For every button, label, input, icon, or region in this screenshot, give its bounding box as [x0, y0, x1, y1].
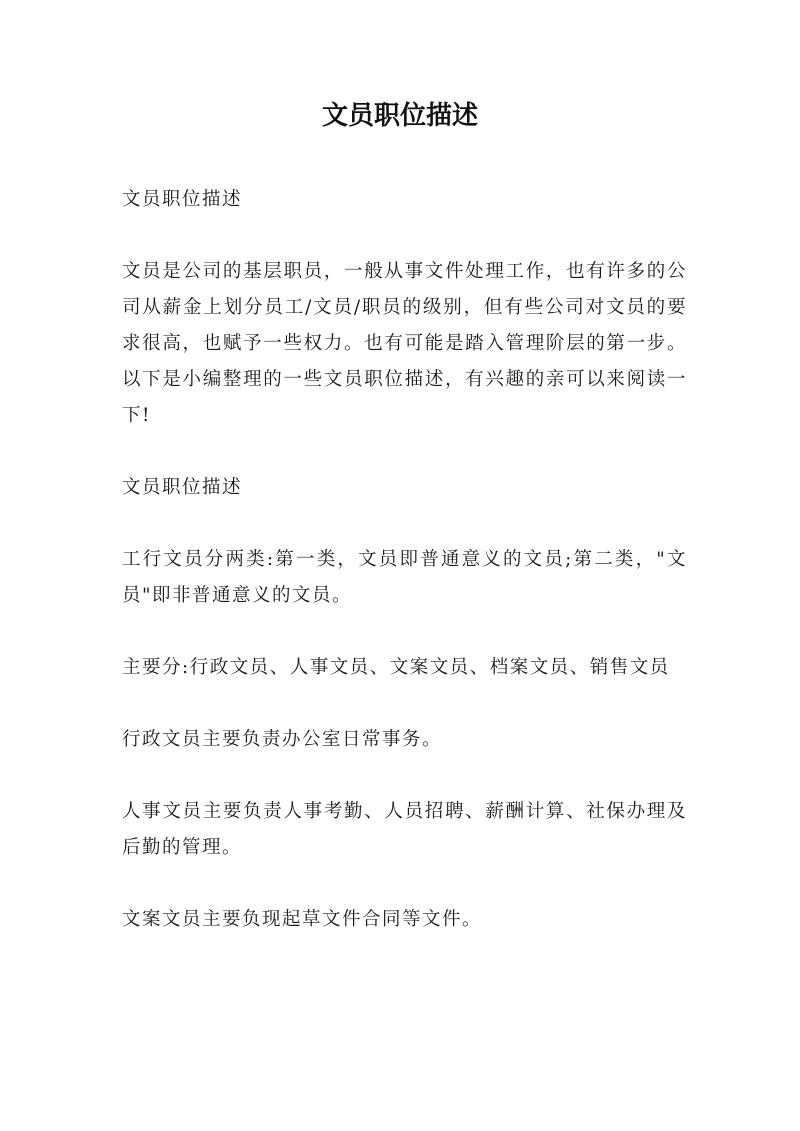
intro-paragraph: 文员是公司的基层职员，一般从事文件处理工作，也有许多的公司从薪金上划分员工/文员/职员的级别，但有些公司对文员的要求很高，也赋予一些权力。也有可能是踏入管理阶层的第一步。以下是小编整理的一些文员职位描述，有兴趣的亲可以来阅读一下!: [122, 261, 687, 426]
document-body: [122, 182, 687, 974]
section-heading: 文员职位描述: [122, 477, 243, 498]
document-title: 文员职位描述: [321, 101, 478, 131]
body-paragraph: 人事文员主要负责人事考勤、人员招聘、薪酬计算、社保办理及后勤的管理。: [122, 801, 687, 858]
body-paragraph: 行政文员主要负责办公室日常事务。: [122, 729, 443, 750]
section-heading: 文员职位描述: [122, 189, 243, 210]
body-paragraph: 文案文员主要负现起草文件合同等文件。: [122, 909, 483, 930]
body-paragraph: 工行文员分两类:第一类，文员即普通意义的文员;第二类，"文员"即非普通意义的文员。: [122, 549, 687, 606]
body-paragraph: 主要分:行政文员、人事文员、文案文员、档案文员、销售文员: [122, 657, 670, 678]
